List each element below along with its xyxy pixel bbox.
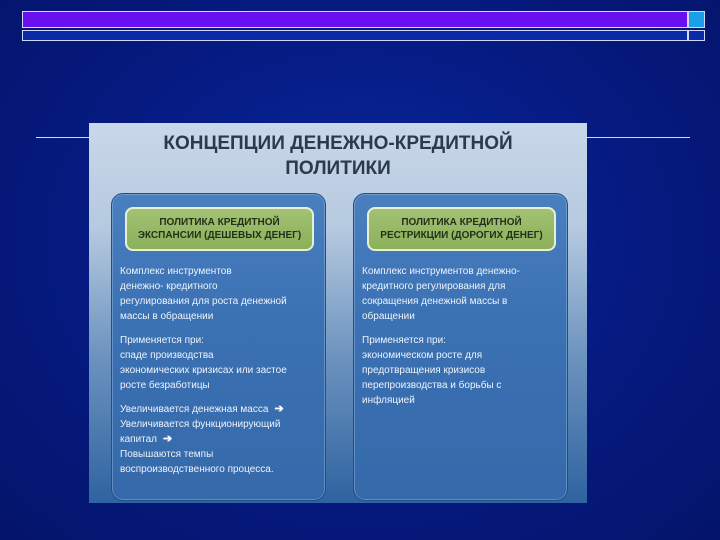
text-line: экономическом росте для	[362, 350, 483, 361]
label-line: ПОЛИТИКА КРЕДИТНОЙ	[159, 217, 280, 228]
divider-right	[586, 137, 690, 138]
restriction-policy-label	[367, 207, 556, 251]
diagram-title	[89, 131, 587, 181]
arrow-right-icon: ➔	[274, 403, 284, 415]
header-line	[22, 30, 688, 41]
header-square-small	[688, 30, 705, 41]
expansion-policy-text	[120, 264, 320, 486]
text-line: денежно- кредитного	[120, 281, 218, 292]
text-line: Применяется при:	[120, 335, 204, 346]
text-line: Применяется при:	[362, 335, 446, 346]
text-line: сокращения денежной массы в	[362, 296, 508, 307]
text-line: Комплекс инструментов	[120, 266, 232, 277]
label-line: ЭКСПАНСИИ (ДЕШЕВЫХ ДЕНЕГ)	[137, 230, 302, 241]
text-line: обращении	[362, 311, 415, 322]
concepts-diagram	[89, 123, 587, 503]
text-line-content: Увеличивается денежная масса	[120, 404, 269, 415]
text-line: спаде производства	[120, 350, 214, 361]
text-line: массы в обращении	[120, 311, 214, 322]
header-bar	[22, 11, 688, 28]
expansion-policy-column	[111, 193, 326, 501]
text-line	[120, 432, 320, 447]
text-line: Комплекс инструментов денежно-	[362, 266, 520, 277]
text-line	[120, 402, 320, 417]
paragraph-applied	[362, 333, 562, 408]
paragraph-applied	[120, 333, 320, 393]
expansion-policy-label	[125, 207, 314, 251]
text-line: экономических кризисах или застое	[120, 365, 287, 376]
label-line: ПОЛИТИКА КРЕДИТНОЙ	[401, 217, 522, 228]
divider-left	[36, 137, 90, 138]
title-line: КОНЦЕПЦИИ ДЕНЕЖНО-КРЕДИТНОЙ	[163, 133, 513, 154]
header-square	[688, 11, 705, 28]
paragraph-definition	[120, 264, 320, 324]
text-line: перепроизводства и борьбы с	[362, 380, 502, 391]
label-line: РЕСТРИКЦИИ (ДОРОГИХ ДЕНЕГ)	[380, 230, 543, 241]
text-line: регулирования для роста денежной	[120, 296, 287, 307]
paragraph-definition	[362, 264, 562, 324]
text-line: Увеличивается функционирующий	[120, 419, 281, 430]
restriction-policy-text	[362, 264, 562, 417]
arrow-right-icon: ➔	[163, 433, 173, 445]
text-line: предотвращения кризисов	[362, 365, 486, 376]
restriction-policy-column	[353, 193, 568, 501]
text-line: инфляцией	[362, 395, 415, 406]
text-line: росте безработицы	[120, 380, 210, 391]
title-line: ПОЛИТИКИ	[285, 158, 391, 179]
text-line-content: капитал	[120, 434, 158, 445]
text-line: Повышаются темпы	[120, 449, 214, 460]
text-line: кредитного регулирования для	[362, 281, 506, 292]
paragraph-effects	[120, 402, 320, 477]
text-line: воспроизводственного процесса.	[120, 464, 274, 475]
